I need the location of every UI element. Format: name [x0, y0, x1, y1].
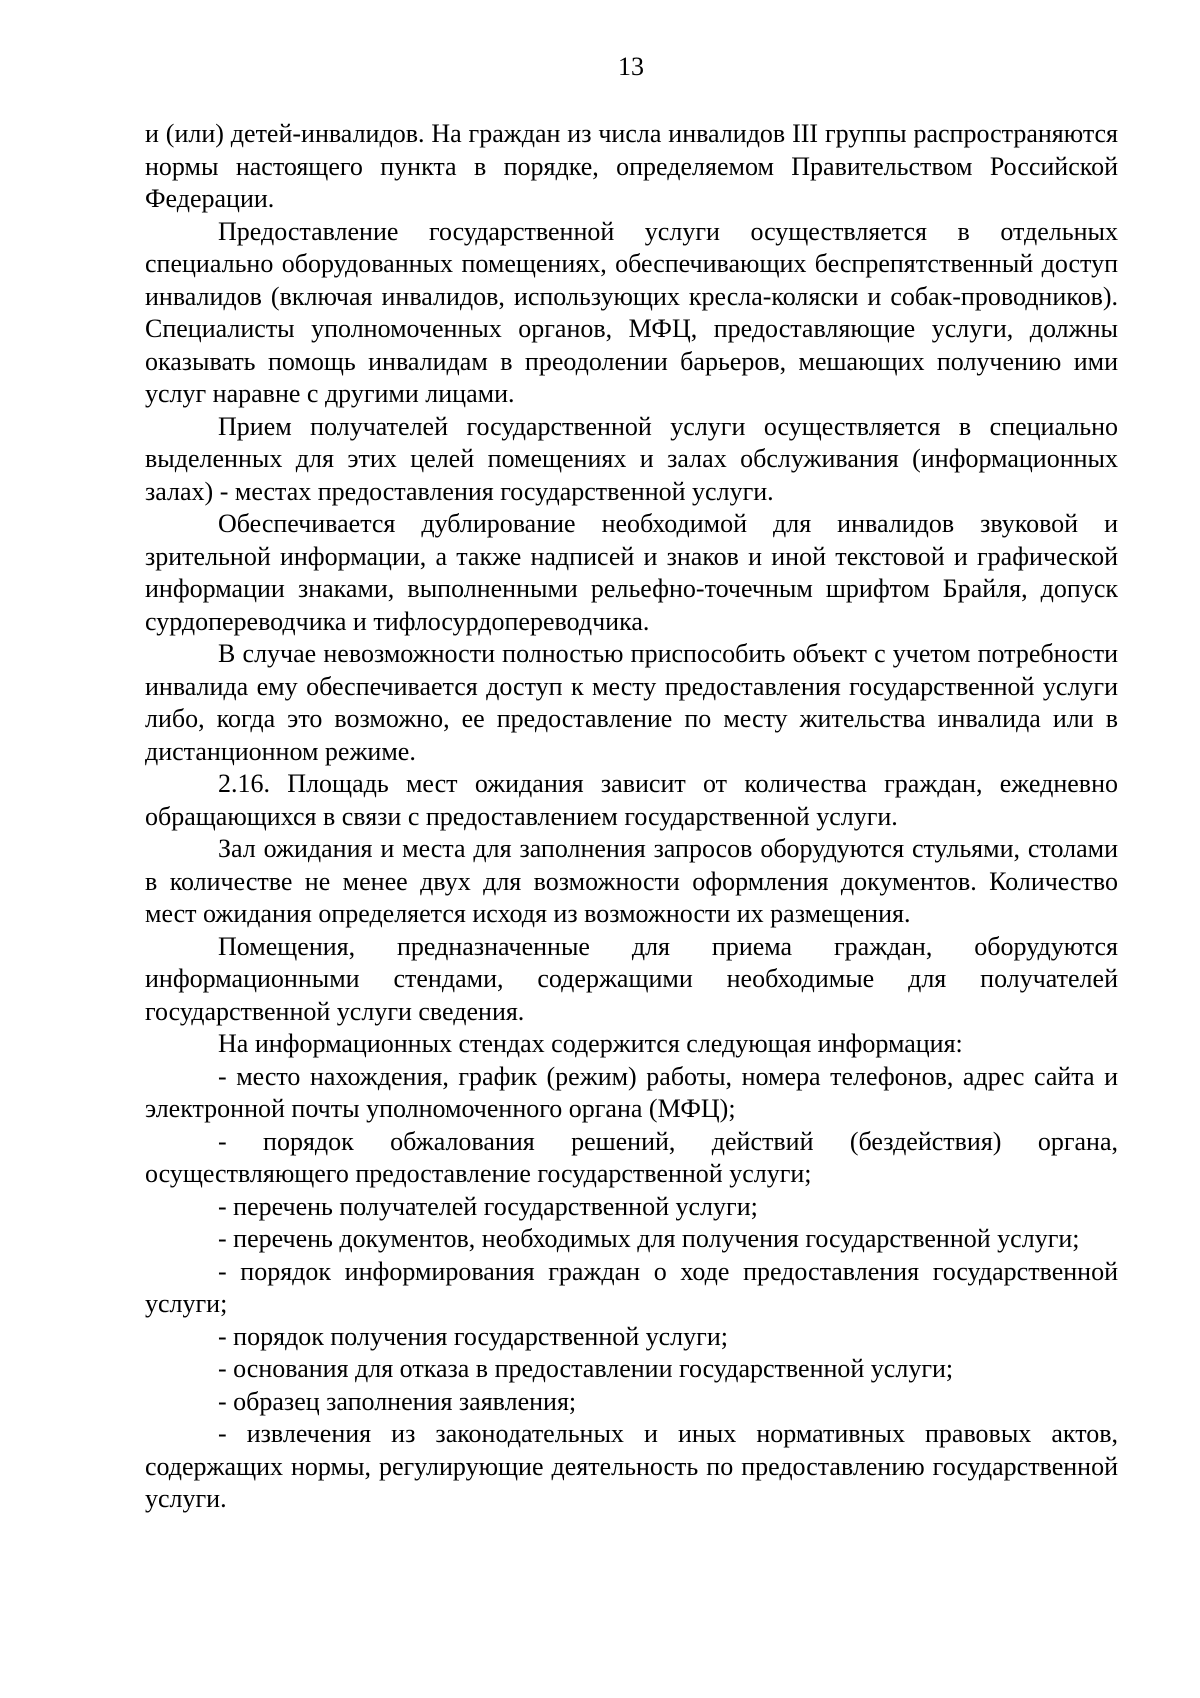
paragraph-info-stands: Помещения, предназначенные для приема граждан, оборудуются информационными стендами, содержащими необходимые для получателей государственной услуги сведения.: [145, 931, 1118, 1026]
paragraph-waiting-hall: Зал ожидания и места для заполнения запросов оборудуются стульями, столами в количестве не менее двух для возможности оформления документов. Количество мест ожидания определяется исходя из возможности их размещения.: [145, 834, 1118, 928]
list-item-refusal-grounds: - основания для отказа в предоставлении государственной услуги;: [218, 1354, 954, 1383]
list-item-location: - место нахождения, график (режим) работы, номера телефонов, адрес сайта и электронной почты уполномоченного органа (МФЦ);: [145, 1061, 1118, 1123]
paragraph-continuation: и (или) детей-инвалидов. На граждан из числа инвалидов III группы распространяются нормы настоящего пункта в порядке, определяемом Правительством Российской Федерации.: [145, 119, 1118, 213]
list-item-documents: - перечень документов, необходимых для получения государственной услуги;: [218, 1224, 1080, 1253]
page-number: 13: [618, 52, 644, 81]
paragraph-remote-service: В случае невозможности полностью приспособить объект с учетом потребности инвалида ему обеспечивается доступ к месту предоставления государственной услуги либо, когда это возможно, ее предоставление по месту жительства инвалида или в дистанционном режиме.: [145, 639, 1118, 766]
paragraph-reception-halls: Прием получателей государственной услуги осуществляется в специально выделенных для этих целей помещениях и залах обслуживания (информационных залах) - местах предоставления государственной услуги.: [145, 411, 1118, 506]
paragraph-braille-duplication: Обеспечивается дублирование необходимой для инвалидов звуковой и зрительной информации, а также надписей и знаков и иной текстовой и графической информации знаками, выполненными рельефно-точечным шрифтом Брайля, допуск сурдопереводчика и тифлосурдопереводчика.: [145, 509, 1118, 636]
list-item-obtaining-procedure: - порядок получения государственной услуги;: [218, 1321, 728, 1351]
document-body: [145, 118, 1118, 1516]
list-item-appeal-procedure: - порядок обжалования решений, действий (бездействия) органа, осуществляющего предоставление государственной услуги;: [145, 1126, 1118, 1188]
list-item-application-sample: - образец заполнения заявления;: [218, 1386, 577, 1416]
paragraph-accessible-premises: Предоставление государственной услуги осуществляется в отдельных специально оборудованных помещениях, обеспечивающих беспрепятственный доступ инвалидов (включая инвалидов, использующих кресла-коляски и собак-проводников). Специалисты уполномоченных органов, МФЦ, предоставляющие услуги, должны оказывать помощь инвалидам в преодолении барьеров, мешающих получению ими услуг наравне с другими лицами.: [145, 216, 1118, 408]
paragraph-section-2-16: 2.16. Площадь мест ожидания зависит от количества граждан, ежедневно обращающихся в связи с предоставлением государственной услуги.: [145, 769, 1118, 831]
list-item-informing-procedure: - порядок информирования граждан о ходе предоставления государственной услуги;: [145, 1256, 1118, 1318]
list-item-recipients: - перечень получателей государственной услуги;: [218, 1191, 758, 1221]
paragraph-stand-contents-intro: На информационных стендах содержится следующая информация:: [218, 1029, 963, 1058]
list-item-legal-extracts: - извлечения из законодательных и иных нормативных правовых актов, содержащих нормы, регулирующие деятельность по предоставлению государственной услуги.: [145, 1419, 1118, 1513]
